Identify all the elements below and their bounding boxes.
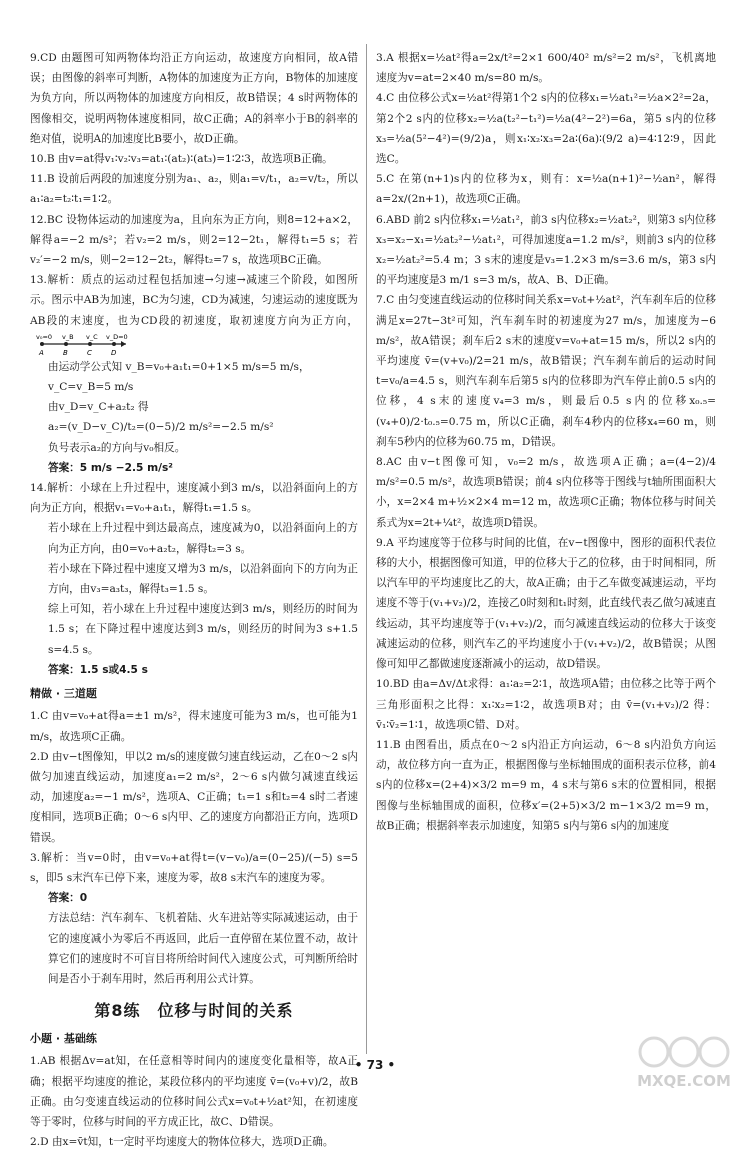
answer-14-answer: 答案：1.5 s或4.5 s	[48, 663, 148, 676]
answer-13-line: 由运动学公式知 v_B=v₀+a₁t₁=0+1×5 m/s=5 m/s，	[48, 360, 310, 373]
diagram-label: B	[63, 348, 68, 357]
answer-s3-answer: 答案：0	[48, 892, 88, 905]
answer-14-line: 若小球在上升过程中到达最高点，速度减为0，以沿斜面向上的方向为正方向，由0=v₀+a₂t₂，解得t₂=3 s。	[48, 522, 358, 555]
motion-diagram	[36, 331, 130, 357]
section-heading: 小题 · 基础练	[30, 1032, 97, 1046]
page-number: • 73 •	[354, 1058, 396, 1072]
answer-c7: 7.C 由匀变速直线运动的位移时间关系x=v₀t+½at²，汽车刹车后的位移满足x=27t−3t²可知，汽车刹车时的初速度为27 m/s，加速度为−6 m/s²，故A错误；刹车后2 s末的速度v=v₀+at=15 m/s，所以2 s内的平均速度 v̄=(v+v₀)/2=21 m/s，故B错误；汽车刹车前后的运动时间t=v₀/a=4.5 s，则汽车刹车后第5 s内的位移即为汽车停止前0.5 s内的位移，4 s末的速度v₄=3 m/s，则最后0.5 s内的位移x₀.₅=(v₄+0)/2·t₀.₅=0.75 m，所以C正确，刹车4秒内的位移x₄=60 m，则刹车5秒内的位移为60.75 m，D错误。	[376, 294, 716, 448]
section-heading: 精做 · 三道题	[30, 687, 97, 701]
answer-13-line: a₂=(v_D−v_C)/t₂=(0−5)/2 m/s²=−2.5 m/s²	[48, 421, 274, 434]
answer-12: 12.BC 设物体运动的加速度为a，且向东为正方向，则8=12+a×2，解得a=−2 m/s²；若v₂=2 m/s，则2=12−2t₁，解得t₁=5 s；若v₂′=−2 m/s，则−2=12−2t₂，解得t₂=7 s，故选项BC正确。	[30, 213, 358, 267]
diagram-label: v_B	[62, 332, 74, 341]
chapter-title: 第8练 位移与时间的关系	[94, 1001, 294, 1021]
diagram-label: C	[87, 348, 92, 357]
watermark-text: MXQE.COM	[637, 1072, 731, 1090]
answer-s1: 1.C 由v=v₀+at得a=±1 m/s²，得末速度可能为3 m/s，也可能为1 m/s，故选项C正确。	[30, 710, 358, 743]
answer-13-answer: 答案：5 m/s −2.5 m/s²	[48, 461, 173, 474]
answer-10: 10.B 由v=at得v₁∶v₂∶v₃=at₁∶(at₂)∶(at₃)=1∶2∶3，故选项B正确。	[30, 153, 333, 166]
answer-c4: 4.C 由位移公式x=½at²得第1个2 s内的位移x₁=½at₁²=½a×2²=2a，第2个2 s内的位移x₂=½a(t₂²−t₁²)=½a(4²−2²)=6a，第5 s内的位移x₃=½a(5²−4²)=(9/2)a，则x₁∶x₂∶x₃=2a∶(6a)∶(9/2 a)=4∶12∶9，因此选C。	[376, 92, 716, 166]
answer-14-line: 若小球在下降过程中速度又增为3 m/s，以沿斜面向下的方向为正方向，由v₃=a₃t₃，解得t₃=1.5 s。	[48, 562, 358, 596]
answer-c9: 9.A 平均速度等于位移与时间的比值，在v−t图像中，图形的面积代表位移的大小，根据图像可知道，甲的位移大于乙的位移，由于时间相同，所以汽车甲的平均速度比乙的大，故A正确；由于乙车做变减速运动，平均速度不等于(v₁+v₂)/2，连接乙0时刻和t₁时刻，此直线代表乙做匀减速直线运动，其平均速度等于(v₁+v₂)/2，而匀减速直线运动的位移大于该变减速运动的位移，则汽车乙的平均速度小于(v₁+v₂)/2，故B错误；从图像可知甲乙都做速度逐渐减小的运动，故D错误。	[376, 536, 716, 671]
watermark-logo	[632, 1032, 736, 1090]
answer-9: 9.CD 由题图可知两物体均沿正方向运动，故速度方向相同，故A错误；由图像的斜率可判断，A物体的加速度为正方向，B物体的加速度为负方向，所以两物体的加速度方向相反，故B错误；4 s时两物体的图像相交，说明两物体速度相同，故C正确；A的斜率小于B的斜率的绝对值，说明A的加速度比B要小，故D正确。	[30, 52, 358, 145]
left-column	[30, 48, 358, 1152]
right-column	[376, 48, 716, 836]
diagram-label: v_D=0	[106, 332, 128, 341]
answer-13-intro	[30, 270, 358, 357]
answer-13-text: 13.解析：质点的运动过程包括加速→匀速→减速三个阶段，如图所示。图示中AB为加速，BC为匀速，CD为减速，匀速运动的速度既为AB段的末速度，也为CD段的初速度，取初速度方向为正方向，	[30, 274, 358, 327]
answer-c2: 2.D 由x=v̄t知，t一定时平均速度大的物体位移大，选项D正确。	[30, 1136, 334, 1149]
answer-c3: 3.A 根据x=½at²得a=2x/t²=2×1 600/40² m/s²=2 m/s²，飞机离地速度为v=at=2×40 m/s=80 m/s。	[376, 52, 716, 85]
answer-c10: 10.BD 由a=Δv/Δt求得：a₁∶a₂=2∶1，故选项A错；由位移之比等于两个三角形面积之比得：x₁∶x₂=1∶2，故选项B对；由 v̄=(v₁+v₂)/2 得：v̄₁∶v̄₂=1∶1，故选项C错、D对。	[376, 678, 716, 731]
answer-13-line: 由v_D=v_C+a₂t₂ 得	[48, 401, 149, 414]
answer-13-line: 负号表示a₂的方向与v₀相反。	[48, 441, 186, 454]
answer-s2: 2.D 由v−t图像知，甲以2 m/s的速度做匀速直线运动，乙在0～2 s内做匀加速直线运动，加速度a₁=2 m/s²，2～6 s内做匀减速直线运动，加速度a₂=−1 m/s²，选项A、C正确；t₁=1 s和t₂=4 s时二者速度相同，选项B正确；0～6 s内甲、乙的速度方向都沿正方向，选项D错误。	[30, 750, 358, 844]
answer-c5: 5.C 在第(n+1)s内的位移为x，则有：x=½a(n+1)²−½an²，解得a=2x/(2n+1)，故选项C正确。	[376, 173, 716, 206]
answer-14-line: 综上可知，若小球在上升过程中速度达到3 m/s，则经历的时间为1.5 s；在下降过程中速度达到3 m/s，则经历的时间为3 s+1.5 s=4.5 s。	[48, 603, 358, 656]
answer-11: 11.B 设前后两段的加速度分别为a₁、a₂，则a₁=v/t₁，a₂=v/t₂，所以a₁∶a₂=t₂∶t₁=1∶2。	[30, 173, 358, 206]
answer-13-line: v_C=v_B=5 m/s	[48, 381, 134, 394]
diagram-label: D	[111, 348, 117, 357]
method-summary: 方法总结：汽车刹车、飞机着陆、火车进站等实际减速运动，由于它的速度减小为零后不再返回，此后一直停留在某位置不动，故计算它们的速度时不可盲目将所给时间代入速度公式，可判断所给时间是否小于刹车用时，然后再利用公式计算。	[48, 912, 358, 985]
answer-c1: 1.AB 根据Δv=at知，在任意相等时间内的速度变化量相等，故A正确；根据平均速度的推论，某段位移内的平均速度 v̄=(v₀+v)/2，故B正确。由匀变速直线运动的位移时间公式x=v₀t+½at²知，在初速度等于零时，位移与时间的平方成正比，故C、D错误。	[30, 1055, 358, 1128]
column-divider	[366, 44, 367, 1054]
answer-c11: 11.B 由图看出，质点在0～2 s内沿正方向运动，6～8 s内沿负方向运动，故位移方向一直为正，根据图像与坐标轴围成的面积表示位移，前4 s内的位移x=(2+4)×3/2 m=9 m，4 s末与第6 s末的位置相同，根据图像与坐标轴围成的面积，位移x′=(2+5)×3/2 m−1×3/2 m=9 m，故B正确；根据斜率表示加速度，知第5 s内与第6 s内的加速度	[376, 738, 716, 832]
diagram-label: v_C	[86, 332, 98, 341]
answer-s3: 3.解析：当v=0时，由v=v₀+at得t=(v−v₀)/a=(0−25)/(−5) s=5 s，即5 s末汽车已停下来，速度为零，故8 s末汽车的速度为零。	[30, 851, 358, 884]
diagram-label: v₀=0	[36, 332, 53, 341]
answer-14: 14.解析：小球在上升过程中，速度减小到3 m/s，以沿斜面向上的方向为正方向，根据v₁=v₀+a₁t₁，解得t₁=1.5 s。	[30, 482, 358, 515]
watermark-icon	[632, 1032, 736, 1072]
answer-c8: 8.AC 由v−t图像可知，v₀=2 m/s，故选项A正确；a=(4−2)/4 m/s²=0.5 m/s²，故选项B错误；前4 s内位移等于图线与t轴所围面积大小，x=2×4 m+½×2×4 m=12 m，故选项C正确；物体位移与时间关系式为x=2t+¼t²，故选项D错误。	[376, 456, 716, 529]
answer-c6: 6.ABD 前2 s内位移x₁=½at₁²，前3 s内位移x₂=½at₂²，则第3 s内位移x₃=x₂−x₁=½at₂²−½at₁²，可得加速度a=1.2 m/s²，则前3 s内的位移x₂=½at₂²=5.4 m；3 s末的速度是v₃=1.2×3 m/s=3.6 m/s，第3 s内的平均速度是3 m/1 s=3 m/s，故A、B、D正确。	[376, 213, 716, 287]
diagram-label: A	[39, 348, 44, 357]
